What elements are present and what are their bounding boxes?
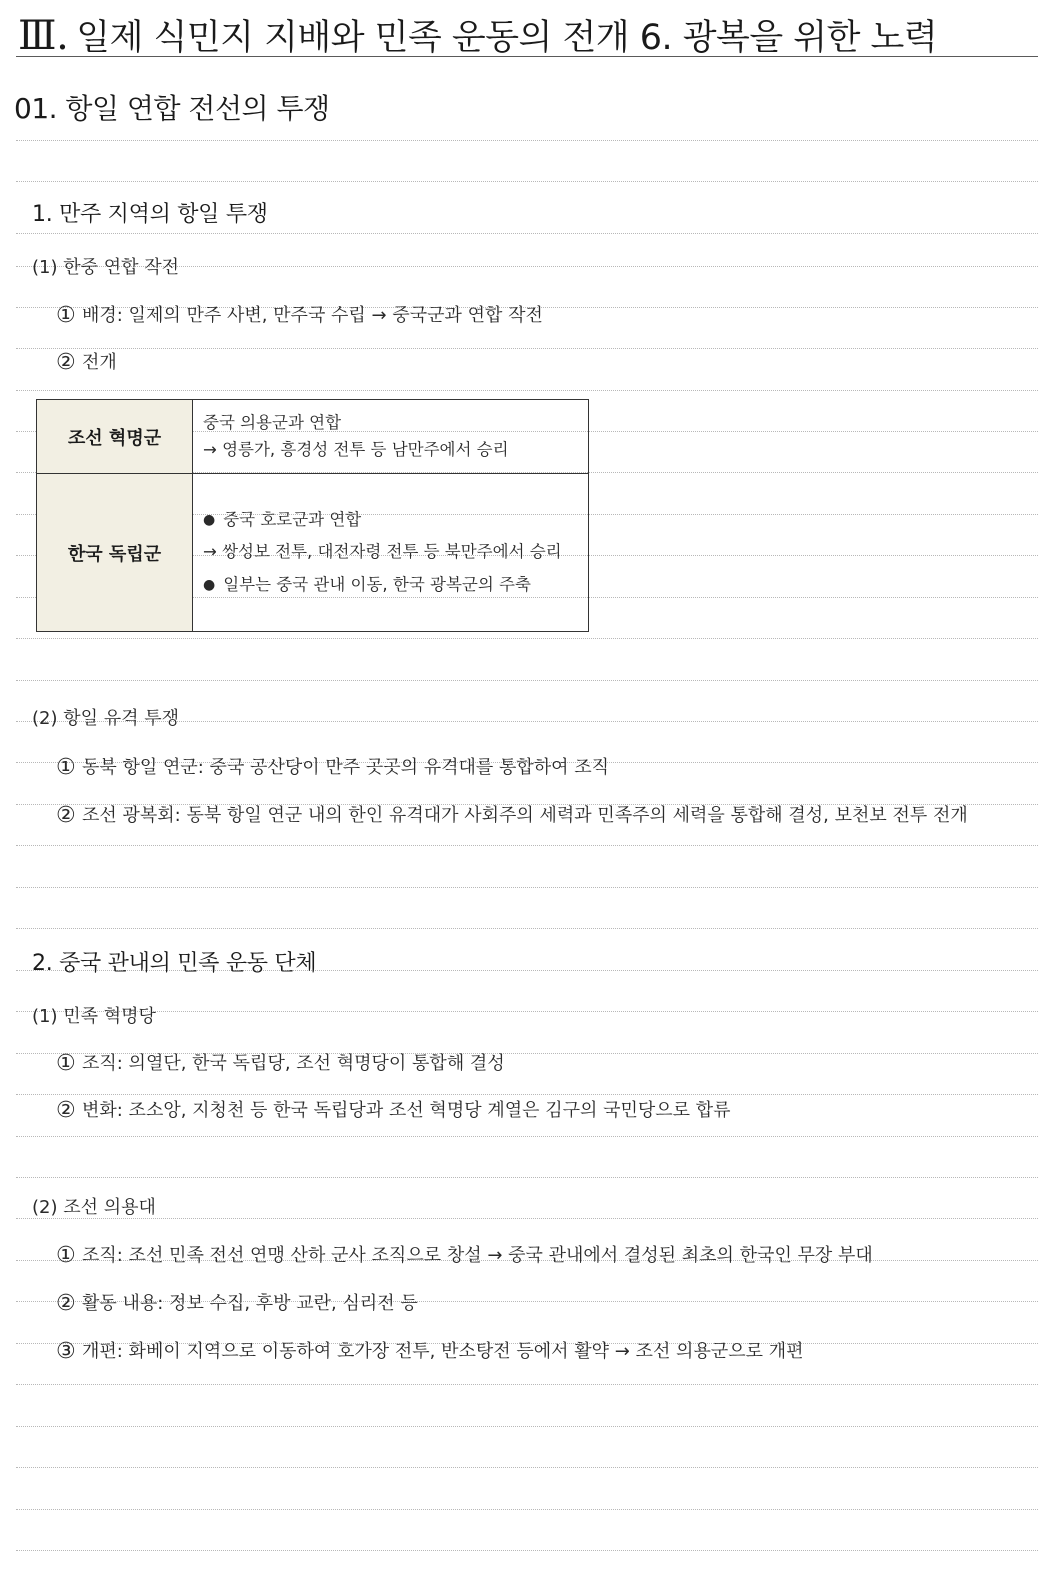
armies-table [36,399,589,632]
ruled-line [16,1509,1038,1510]
section-1-sub-2-title: (2) 항일 유격 투쟁 [32,708,179,729]
section-2-sub-2-title: (2) 조선 의용대 [32,1197,156,1218]
item-text: 전개 [82,352,117,373]
item-text: 조직: 조선 민족 전선 연맹 산하 군사 조직으로 창설 → 중국 관내에서 결성된 최초의 한국인 무장 부대 [82,1245,873,1266]
list-item [56,1244,873,1266]
row-label: 조선 혁명군 [37,400,193,474]
row-label: 한국 독립군 [37,474,193,632]
item-number: ① [56,1243,76,1268]
ruled-line [16,140,1038,141]
list-item [56,1292,418,1314]
section-1-title: 1. 만주 지역의 항일 투쟁 [32,202,268,227]
lesson-title: 01. 항일 연합 전선의 투쟁 [14,92,330,125]
ruled-line [16,1136,1038,1137]
row-line: → 쌍성보 전투, 대전자령 전투 등 북만주에서 승리 [203,542,562,562]
list-item [56,756,609,778]
chapter-heading [18,13,938,59]
chapter-number: Ⅲ. [18,13,69,59]
ruled-line [16,390,1038,391]
ruled-line [16,638,1038,639]
item-number: ② [56,350,76,375]
ruled-line [16,1550,1038,1551]
ruled-line [16,1011,1038,1012]
item-number: ② [56,1291,76,1316]
bullet-icon: ● [203,576,216,593]
bullet-icon: ● [203,511,216,528]
item-number: ① [56,1051,76,1076]
item-text: 개편: 화베이 지역으로 이동하여 호가장 전투, 반소탕전 등에서 활약 → 조선 의용군으로 개편 [82,1341,804,1362]
item-number: ② [56,1098,76,1123]
ruled-line [16,348,1038,349]
item-number: ① [56,303,76,328]
ruled-line [16,1218,1038,1219]
section-1-sub-1-title: (1) 한중 연합 작전 [32,257,179,278]
ruled-line [16,1177,1038,1178]
item-text: 변화: 조소앙, 지청천 등 한국 독립당과 조선 혁명당 계열은 김구의 국민당으로 합류 [82,1100,731,1121]
item-number: ② [56,803,76,828]
list-item [56,351,117,373]
item-text: 동북 항일 연군: 중국 공산당이 만주 곳곳의 유격대를 통합하여 조직 [82,757,610,778]
ruled-line [16,1384,1038,1385]
ruled-line [16,1467,1038,1468]
row-line-text: 일부는 중국 관내 이동, 한국 광복군의 주축 [223,574,531,594]
item-number: ① [56,755,76,780]
list-item [56,1099,731,1121]
ruled-line [16,887,1038,888]
ruled-line [16,1426,1038,1427]
list-item [56,1052,505,1074]
ruled-line [16,680,1038,681]
row-line: 중국 의용군과 연합 [203,412,342,432]
section-2-title: 2. 중국 관내의 민족 운동 단체 [32,951,317,976]
item-number: ③ [56,1339,76,1364]
item-text: 조직: 의열단, 한국 독립당, 조선 혁명당이 통합해 결성 [82,1053,505,1074]
chapter-title: 일제 식민지 지배와 민족 운동의 전개 6. 광복을 위한 노력 [76,18,938,58]
ruled-line [16,181,1038,182]
item-text: 조선 광복회: 동북 항일 연군 내의 한인 유격대가 사회주의 세력과 민족주의 세력을 통합해 결성, 보천보 전투 전개 [82,805,968,826]
ruled-line [16,928,1038,929]
row-content [193,400,589,474]
ruled-line [16,845,1038,846]
row-line [203,509,588,529]
item-text: 활동 내용: 정보 수집, 후방 교란, 심리전 등 [82,1293,418,1314]
row-line [203,574,588,594]
ruled-line [16,1094,1038,1095]
list-item [56,304,543,326]
list-item [56,1340,804,1362]
section-2-sub-1-title: (1) 민족 혁명당 [32,1006,156,1027]
row-line: → 영릉가, 흥경성 전투 등 남만주에서 승리 [203,440,509,459]
table-row [37,474,589,632]
row-content [193,474,589,632]
list-item [56,804,968,826]
row-line-text: 중국 호로군과 연합 [223,509,362,529]
ruled-line [16,233,1038,234]
table-row [37,400,589,474]
item-text: 배경: 일제의 만주 사변, 만주국 수립 → 중국군과 연합 작전 [82,305,543,326]
